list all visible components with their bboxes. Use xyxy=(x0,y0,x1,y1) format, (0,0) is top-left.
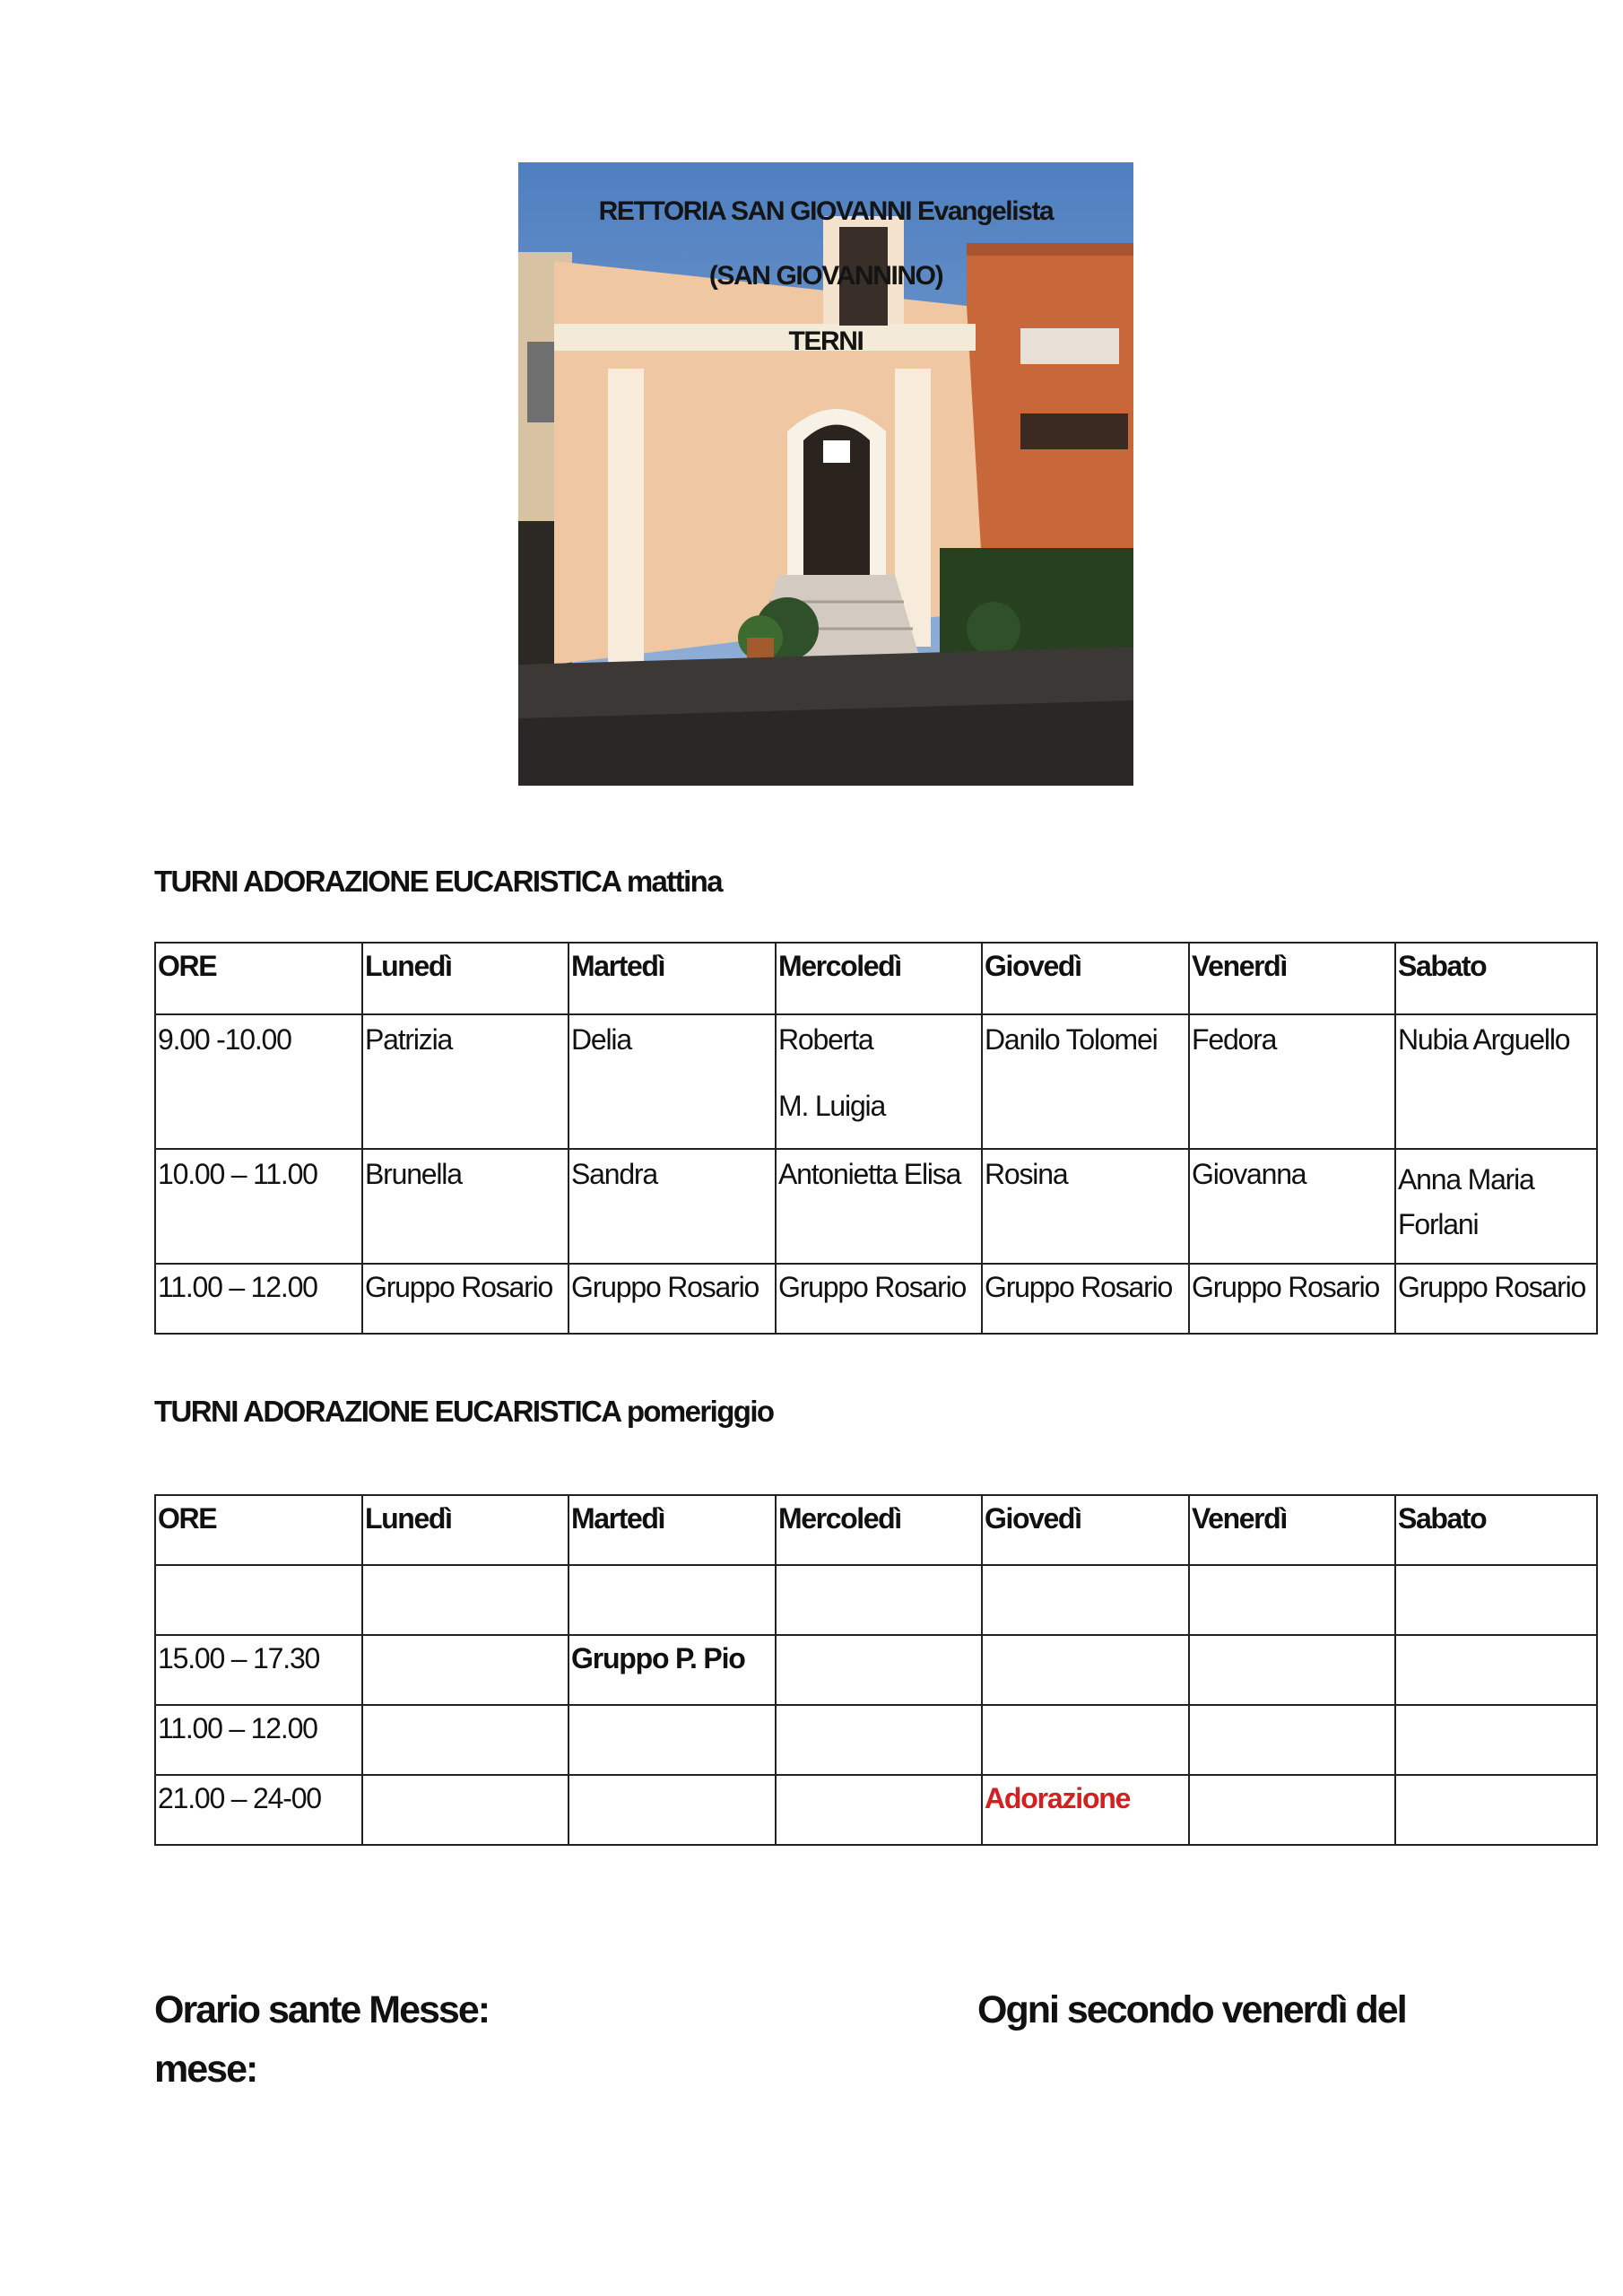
cell-venerdi xyxy=(1189,1775,1395,1845)
column-header: Martedì xyxy=(568,1495,776,1565)
cell-mercoledi: Gruppo Rosario xyxy=(776,1264,982,1334)
time-cell: 9.00 -10.00 xyxy=(155,1014,362,1149)
cell-sabato xyxy=(1395,1775,1597,1845)
cell-giovedi xyxy=(982,1705,1189,1775)
column-header: Mercoledì xyxy=(776,943,982,1014)
cell-lunedi: Brunella xyxy=(362,1149,568,1264)
cell-sabato xyxy=(1395,1149,1597,1264)
table-row xyxy=(155,1635,1597,1705)
cell-giovedi xyxy=(982,1635,1189,1705)
cell-venerdi: Giovanna xyxy=(1189,1149,1395,1264)
church-photo xyxy=(518,162,1133,786)
cell-martedi: Delia xyxy=(568,1014,776,1149)
cell-mercoledi-line-2: M. Luigia xyxy=(778,1090,886,1122)
morning-schedule-table xyxy=(154,942,1598,1335)
cell-mercoledi xyxy=(776,1705,982,1775)
time-cell: 15.00 – 17.30 xyxy=(155,1635,362,1705)
cell-giovedi: Gruppo Rosario xyxy=(982,1264,1189,1334)
cell-lunedi xyxy=(362,1705,568,1775)
column-header: ORE xyxy=(155,943,362,1014)
cell-sabato xyxy=(1395,1705,1597,1775)
cell-sabato-text: Anna Maria Forlani xyxy=(1398,1163,1534,1240)
table-row-empty xyxy=(155,1565,1597,1635)
monthly-note: Ogni secondo venerdì del xyxy=(977,1988,1406,2031)
church-facade-illustration xyxy=(518,162,1133,786)
cell-martedi xyxy=(568,1705,776,1775)
table-row xyxy=(155,1014,1597,1149)
cell-venerdi xyxy=(1189,1635,1395,1705)
morning-section-title: TURNI ADORAZIONE EUCARISTICA mattina xyxy=(154,865,722,898)
column-header: Lunedì xyxy=(362,1495,568,1565)
header-line-2: (SAN GIOVANNINO) xyxy=(708,261,943,291)
column-header: Martedì xyxy=(568,943,776,1014)
afternoon-schedule-table xyxy=(154,1494,1598,1846)
column-header: Venerdì xyxy=(1189,943,1395,1014)
column-header: Venerdì xyxy=(1189,1495,1395,1565)
cell-mercoledi xyxy=(776,1635,982,1705)
cell-lunedi: Patrizia xyxy=(362,1014,568,1149)
cell-venerdi xyxy=(1189,1705,1395,1775)
column-header: Mercoledì xyxy=(776,1495,982,1565)
time-cell: 21.00 – 24-00 xyxy=(155,1775,362,1845)
cell-venerdi: Gruppo Rosario xyxy=(1189,1264,1395,1334)
table-header-row xyxy=(155,1495,1597,1565)
empty-cell xyxy=(1189,1565,1395,1635)
empty-cell xyxy=(982,1565,1189,1635)
header-line-3: TERNI xyxy=(788,326,864,356)
table-row xyxy=(155,1775,1597,1845)
cell-mercoledi xyxy=(776,1014,982,1149)
table-row xyxy=(155,1705,1597,1775)
time-cell: 11.00 – 12.00 xyxy=(155,1705,362,1775)
column-header: Lunedì xyxy=(362,943,568,1014)
empty-cell xyxy=(362,1565,568,1635)
cell-martedi: Gruppo Rosario xyxy=(568,1264,776,1334)
empty-cell xyxy=(155,1565,362,1635)
cell-lunedi xyxy=(362,1635,568,1705)
cell-mercoledi-line-1: Roberta xyxy=(778,1023,873,1056)
time-cell: 11.00 – 12.00 xyxy=(155,1264,362,1334)
column-header: Sabato xyxy=(1395,943,1597,1014)
cell-venerdi: Fedora xyxy=(1189,1014,1395,1149)
cell-sabato: Gruppo Rosario xyxy=(1395,1264,1597,1334)
cell-mercoledi: Antonietta Elisa xyxy=(776,1149,982,1264)
cell-giovedi: Rosina xyxy=(982,1149,1189,1264)
cell-lunedi: Gruppo Rosario xyxy=(362,1264,568,1334)
cell-martedi: Sandra xyxy=(568,1149,776,1264)
table-header-row xyxy=(155,943,1597,1014)
cell-sabato xyxy=(1395,1635,1597,1705)
column-header: Sabato xyxy=(1395,1495,1597,1565)
header-line-1: RETTORIA SAN GIOVANNI Evangelista xyxy=(598,196,1054,226)
cell-martedi: Gruppo P. Pio xyxy=(568,1635,776,1705)
empty-cell xyxy=(776,1565,982,1635)
cell-lunedi xyxy=(362,1775,568,1845)
column-header: Giovedì xyxy=(982,1495,1189,1565)
column-header: ORE xyxy=(155,1495,362,1565)
table-row xyxy=(155,1149,1597,1264)
empty-cell xyxy=(568,1565,776,1635)
empty-cell xyxy=(1395,1565,1597,1635)
cell-giovedi: Danilo Tolomei xyxy=(982,1014,1189,1149)
mass-times-label: Orario sante Messe: mese: xyxy=(154,1988,490,2091)
column-header: Giovedì xyxy=(982,943,1189,1014)
table-row xyxy=(155,1264,1597,1334)
time-cell: 10.00 – 11.00 xyxy=(155,1149,362,1264)
cell-sabato: Nubia Arguello xyxy=(1395,1014,1597,1149)
cell-mercoledi xyxy=(776,1775,982,1845)
cell-martedi xyxy=(568,1775,776,1845)
cell-giovedi: Adorazione xyxy=(982,1775,1189,1845)
afternoon-section-title: TURNI ADORAZIONE EUCARISTICA pomeriggio xyxy=(154,1395,774,1428)
